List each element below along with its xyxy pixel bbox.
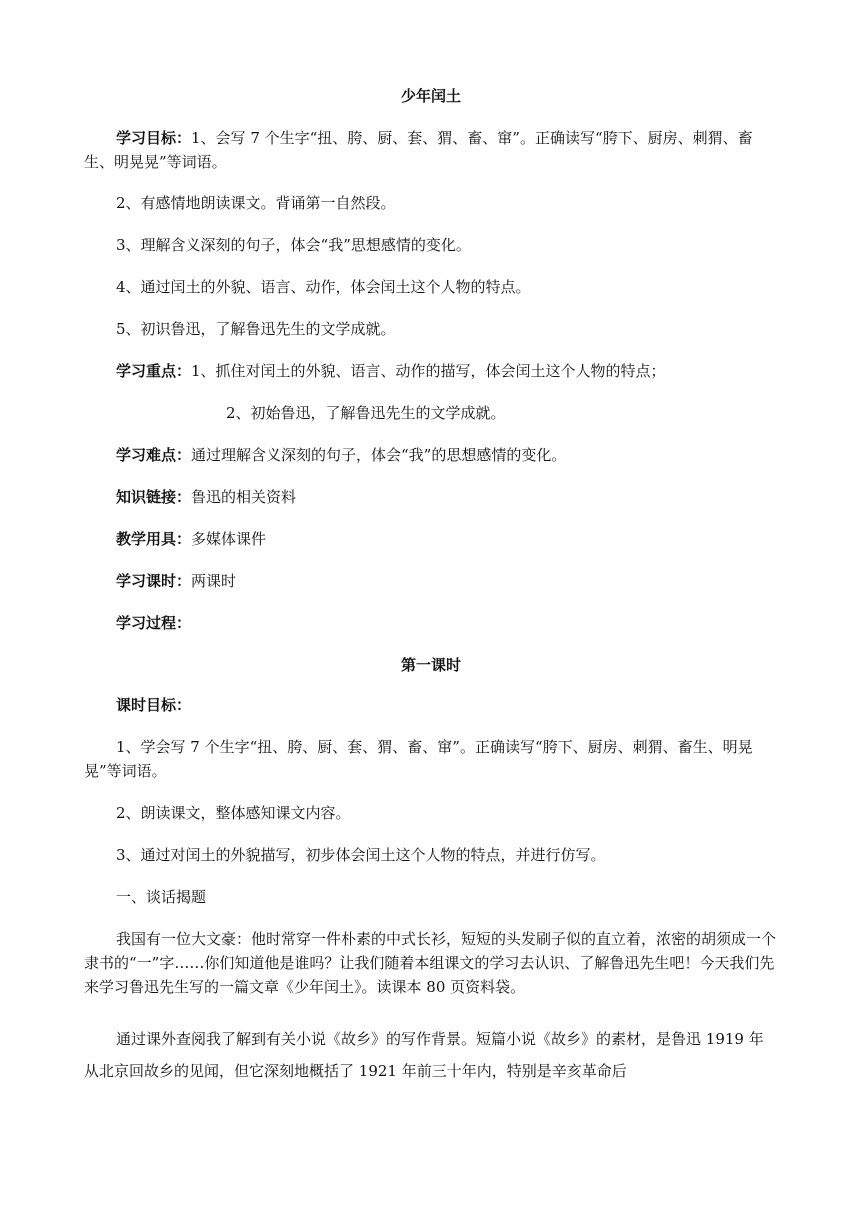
process-label: 学习过程： xyxy=(116,614,192,632)
knowledge-text: 鲁迅的相关资料 xyxy=(191,488,297,506)
page-title: 少年闰土 xyxy=(400,87,461,105)
hours-text: 两课时 xyxy=(191,572,237,590)
process-paragraph xyxy=(84,611,778,635)
learning-goal-4: 4、通过闰土的外貌、语言、动作，体会闰土这个人物的特点。 xyxy=(116,278,531,296)
lesson-goal-2: 2、朗读课文，整体感知课文内容。 xyxy=(116,804,351,822)
hours-paragraph xyxy=(84,569,778,593)
difficulty-label: 学习难点： xyxy=(116,446,192,464)
lesson-goal-3: 3、通过对闰土的外貌描写，初步体会闰土这个人物的特点，并进行仿写。 xyxy=(116,846,606,864)
intro-paragraph: 我国有一位大文豪：他时常穿一件朴素的中式长衫，短短的头发刷子似的直立着，浓密的胡须成一个隶书的“一”字……你们知道他是谁吗？让我们随着本组课文的学习去认识、了解鲁迅先生吧！今天我们先来学习鲁迅先生写的一篇文章《少年闰土》。读课本 80 页资料袋。 xyxy=(84,930,777,996)
lesson-goal-1: 1、学会写 7 个生字“扭、胯、厨、套、猬、畜、窜”。正确读写“胯下、厨房、刺猬、畜生、明晃晃”等词语。 xyxy=(84,738,753,780)
lesson-goals-paragraph xyxy=(84,693,778,717)
knowledge-label: 知识链接： xyxy=(116,488,192,506)
learning-goal-2: 2、有感情地朗读课文。背诵第一自然段。 xyxy=(116,194,396,212)
section-one-heading: 一、谈话揭题 xyxy=(116,888,207,906)
difficulty-paragraph xyxy=(84,443,778,467)
difficulty-text: 通过理解含义深刻的句子，体会“我”的思想感情的变化。 xyxy=(191,446,567,464)
key-point-1: 1、抓住对闰土的外貌、语言、动作的描写，体会闰土这个人物的特点； xyxy=(191,362,666,380)
key-point-2: 2、初始鲁迅，了解鲁迅先生的文学成就。 xyxy=(226,404,506,422)
key-points-label: 学习重点： xyxy=(116,362,192,380)
learning-goals-label: 学习目标： xyxy=(116,129,192,147)
learning-goal-1: 1、会写 7 个生字“扭、胯、厨、套、猬、畜、窜”。正确读写“胯下、厨房、刺猬、畜生、明晃晃”等词语。 xyxy=(84,129,753,171)
hours-label: 学习课时： xyxy=(116,572,192,590)
learning-goal-5: 5、初识鲁迅，了解鲁迅先生的文学成就。 xyxy=(116,320,396,338)
tools-paragraph xyxy=(84,527,778,551)
key-points-paragraph xyxy=(84,359,778,383)
learning-goals-paragraph xyxy=(84,126,778,174)
learning-goal-3: 3、理解含义深刻的句子，体会“我”思想感情的变化。 xyxy=(116,236,471,254)
tools-text: 多媒体课件 xyxy=(191,530,267,548)
background-paragraph: 通过课外查阅我了解到有关小说《故乡》的写作背景。短篇小说《故乡》的素材，是鲁迅 1919 年从北京回故乡的见闻，但它深刻地概括了 1921 年前三十年内，特别是辛亥革命后 xyxy=(84,1030,764,1080)
lesson-one-title: 第一课时 xyxy=(400,656,461,674)
tools-label: 教学用具： xyxy=(116,530,192,548)
document-content xyxy=(84,84,778,1087)
knowledge-paragraph xyxy=(84,485,778,509)
lesson-goals-label: 课时目标： xyxy=(116,696,192,714)
